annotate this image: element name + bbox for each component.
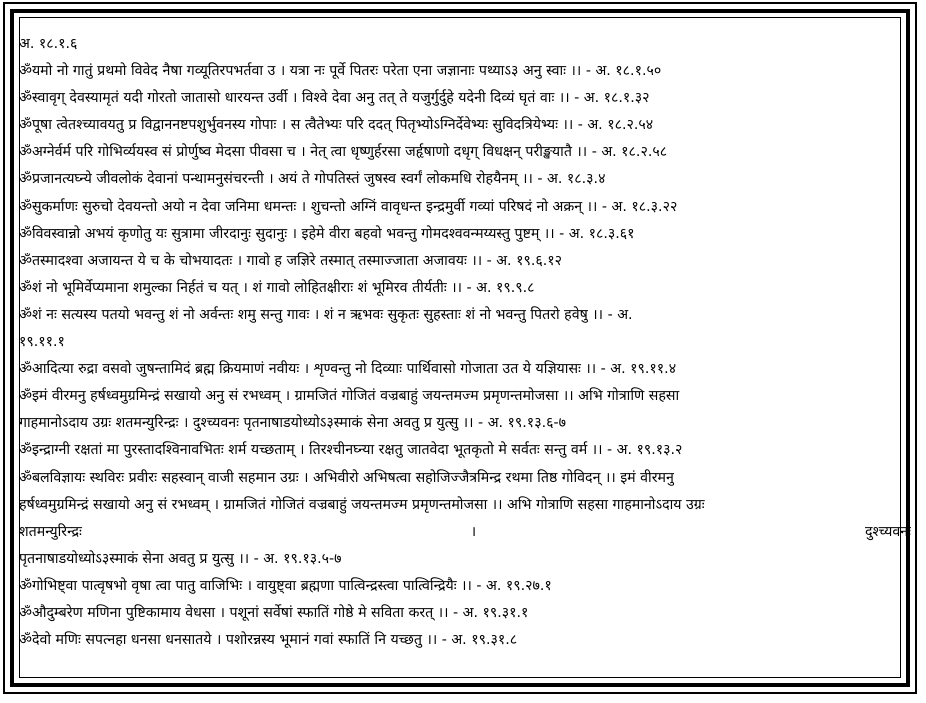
verse-reference-line: १९.११.१ bbox=[19, 334, 65, 351]
verse-fragment-left: शतमन्युरिन्द्रः bbox=[19, 523, 82, 540]
verse-line: ॐदेवो मणिः सपत्नहा धनसा धनसातये । पशोरन्नस्य भूमानं गवां स्फातिं नि यच्छतु ।। - अ. १९.३१.८ bbox=[19, 632, 518, 649]
verse-reference-line: अ. १८.१.६ bbox=[19, 36, 78, 52]
verse-justified-line bbox=[19, 519, 911, 546]
verse-text-block bbox=[19, 31, 911, 681]
verse-line: ॐइन्द्राग्नी रक्षतां मा पुरस्तादश्विनावभितः शर्म यच्छताम् । तिरश्चीनघ्न्या रक्षतु जातवेदा भूतकृतो मे सर्वतः सन्तु वर्म ।। - अ. १९.१३.२ bbox=[19, 442, 683, 459]
verse-line: ॐशं नो भूमिर्वेप्यमाना शमुल्का निर्हतं च यत् । शं गावो लोहितक्षीराः शं भूमिरव तीर्यतीः ।। - अ. १९.९.८ bbox=[19, 279, 535, 296]
verse-line: ॐपूषा त्वेतश्च्यावयतु प्र विद्वाननष्टपशुर्भुवनस्य गोपाः । स त्वैतेभ्यः परि ददत् पितृभ्योऽग्निर्देवेभ्यः सुविदत्रियेभ्यः ।। - अ. १८.२.५४ bbox=[19, 117, 654, 134]
verse-fragment-right: दुश्च्यवनः bbox=[864, 523, 911, 540]
verse-line: गाहमानोऽदाय उग्रः शतमन्युरिन्द्रः । दुश्च्यवनः पृतनाषाडयोध्योऽ३स्माकं सेना अवतु प्र युत्सु ।। - अ. १९.१३.६-७ bbox=[19, 415, 566, 432]
verse-line: ॐविवस्वान्नो अभयं कृणोतु यः सुत्रामा जीरदानुः सुदानुः । इहेमे वीरा बहवो भवन्तु गोमदश्ववन्मय्यस्तु पुष्टम् ।। - अ. १८.३.६१ bbox=[19, 225, 635, 242]
verse-line: ॐअग्नेर्वर्म परि गोभिर्व्ययस्व सं प्रोर्णुष्व मेदसा पीवसा च । नेत् त्वा धृष्णुर्हरसा जर्हृषाणो दधृग् विधक्षन् परीङ्खयातै ।। - अ. १८.२.५८ bbox=[19, 144, 668, 161]
verse-line: पृतनाषाडयोध्योऽ३स्माकं सेना अवतु प्र युत्सु ।। - अ. १९.१३.५-७ bbox=[19, 550, 342, 567]
verse-line: ॐऔदुम्बरेण मणिना पुष्टिकामाय वेधसा । पशूनां सर्वेषां स्फातिं गोष्ठे मे सविता करत् ।। - अ. १९.३१.१ bbox=[19, 604, 529, 621]
verse-line: ॐगोभिष्ट्वा पात्वृषभो वृषा त्वा पातु वाजिभिः । वायुष्ट्वा ब्रह्मणा पात्विन्द्रस्त्वा पात्विन्द्रियैः ।। - अ. १९.२७.१ bbox=[19, 577, 552, 594]
verse-line: ॐतस्मादश्वा अजायन्त ये च के चोभयादतः । गावो ह जज्ञिरे तस्मात् तस्माज्जाता अजावयः ।। - अ. १९.६.१२ bbox=[19, 252, 562, 269]
verse-line: ॐस्वावृग् देवस्यामृतं यदी गोरतो जातासो धारयन्त उर्वी । विश्वे देवा अनु तत् ते यजुर्गुर्दुहे यदेनी दिव्यं घृतं वाः ।। - अ. १८.१.३२ bbox=[19, 90, 650, 107]
verse-line: ॐआदित्या रुद्रा वसवो जुषन्तामिदं ब्रह्म क्रियमाणं नवीयः । शृण्वन्तु नो दिव्याः पार्थिवासो गोजाता उत ये यज्ञियासः ।। - अ. १९.११.४ bbox=[19, 361, 677, 378]
verse-line: ॐशं नः सत्यस्य पतयो भवन्तु शं नो अर्वन्तः शमु सन्तु गावः । शं न ऋभवः सुकृतः सुहस्ताः शं नो भवन्तु पितरो हवेषु ।। - अ. bbox=[19, 306, 633, 323]
verse-line: ॐइमं वीरमनु हर्षध्वमुग्रमिन्द्रं सखायो अनु सं रभध्वम् । ग्रामजितं गोजितं वज्रबाहुं जयन्तमज्म प्रमृणन्तमोजसा ।। अभि गोत्राणि सहसा bbox=[19, 388, 680, 405]
verse-line: ॐप्रजानत्यघ्न्ये जीवलोकं देवानां पन्थामनुसंचरन्ती । अयं ते गोपतिस्तं जुषस्व स्वर्गं लोकमधि रोहयैनम् ।। - अ. १८.३.४ bbox=[19, 171, 606, 188]
verse-line: ॐबलविज्ञायः स्थविरः प्रवीरः सहस्वान् वाजी सहमान उग्रः । अभिवीरो अभिषत्वा सहोजिज्जैत्रमिन्द्र रथमा तिष्ठ गोविदन् ।। इमं वीरमनु bbox=[19, 469, 674, 486]
verse-line: ॐसुकर्माणः सुरुचो देवयन्तो अयो न देवा जनिमा धमन्तः । शुचन्तो अग्निं वावृधन्त इन्द्रमुर्वी गव्यां परिषदं नो अक्रन् ।। - अ. १८.३.२२ bbox=[19, 198, 678, 215]
verse-line: हर्षध्वमुग्रमिन्द्रं सखायो अनु सं रभध्वम् । ग्रामजितं गोजितं वज्रबाहुं जयन्तमज्म प्रमृणन्तमोजसा ।। अभि गोत्राणि सहसा गाहमानोऽदाय उग्रः bbox=[19, 496, 705, 513]
verse-line: ॐयमो नो गातुं प्रथमो विवेद नैषा गव्यूतिरपभर्तवा उ । यत्रा नः पूर्वे पितरः परेता एना जज्ञानाः पथ्याऽ३ अनु स्वाः ।। - अ. १८.१.५० bbox=[19, 63, 662, 80]
verse-fragment-danda: । bbox=[470, 523, 477, 540]
